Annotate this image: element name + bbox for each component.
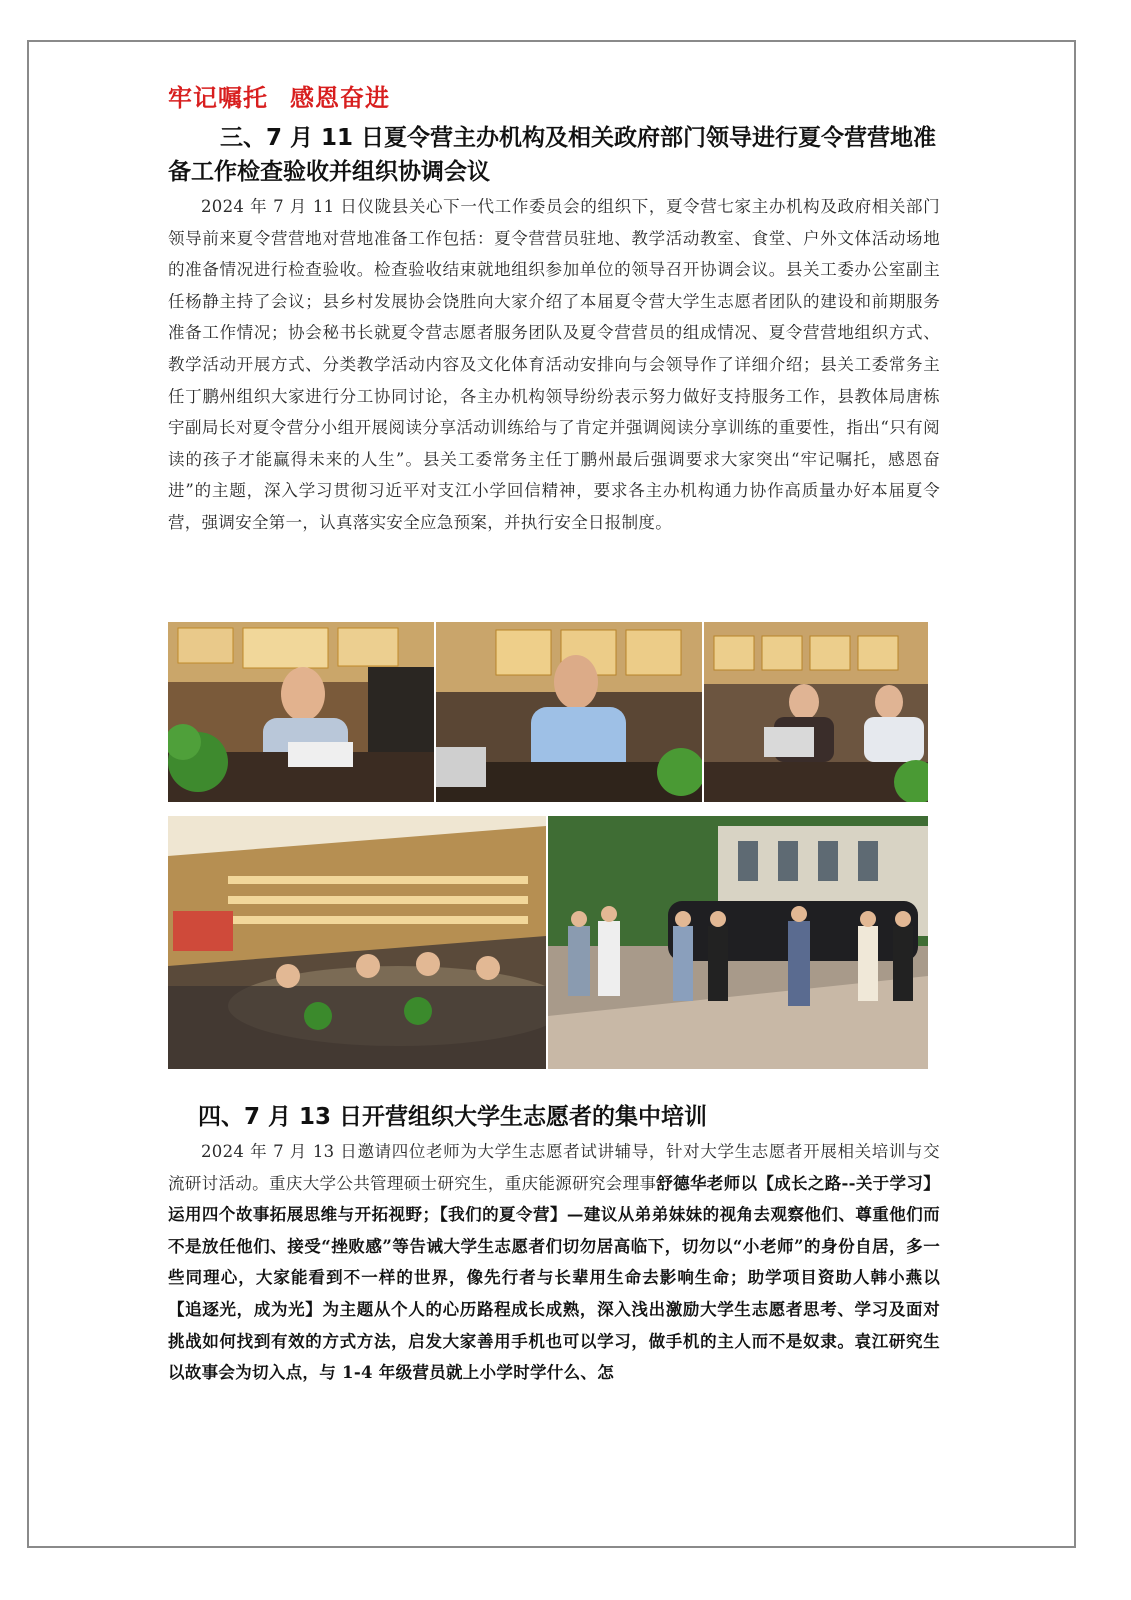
- section-4-heading: 四、7 月 13 日开营组织大学生志愿者的集中培训: [198, 1104, 708, 1130]
- banner-part-2: 感恩奋进: [290, 84, 390, 112]
- outdoor-inspection-photo: [548, 816, 928, 1069]
- section-4-body-plain: 2024 年 7 月 13 日邀请四位老师为大学生志愿者试讲辅导，针对大学生志愿者开展相关培训与交流研讨活动。重庆大学公共管理硕士研究生，重庆能源研究会理事: [168, 1142, 940, 1193]
- banner-part-1: 牢记嘱托: [168, 84, 268, 112]
- meeting-room-overview-photo: [168, 816, 546, 1069]
- section-4-body-emphasis: 舒德华老师以【成长之路--关于学习】运用四个故事拓展思维与开拓视野；【我们的夏令营】—建议从弟弟妹妹的视角去观察他们、尊重他们而不是放任他们、接受“挫败感”等告诫大学生志愿者们切勿居高临下，切勿以“小老师”的身份自居，多一些同理心，大家能看到不一样的世界，像先行者与长辈用生命去影响生命；助学项目资助人韩小燕以【追逐光，成为光】为主题从个人的心历路程成长成熟，深入浅出激励大学生志愿者思考、学习及面对挑战如何找到有效的方式方法，启发大家善用手机也可以学习，做手机的主人而不是奴隶。袁江研究生以故事会为切入点，与 1-4 年级营员就上小学时学什么、怎: [168, 1173, 940, 1383]
- section-3-body: 2024 年 7 月 11 日仪陇县关心下一代工作委员会的组织下，夏令营七家主办机构及政府相关部门领导前来夏令营营地对营地准备工作包括：夏令营营员驻地、教学活动教室、食堂、户外文体活动场地的准备情况进行检查验收。检查验收结束就地组织参加单位的领导召开协调会议。县关工委办公室副主任杨静主持了会议；县乡村发展协会饶胜向大家介绍了本届夏令营大学生志愿者团队的建设和前期服务准备工作情况；协会秘书长就夏令营志愿者服务团队及夏令营营员的组成情况、夏令营营地组织方式、教学活动开展方式、分类教学活动内容及文化体育活动安排向与会领导作了详细介绍；县关工委常务主任丁鹏州组织大家进行分工协同讨论，各主办机构领导纷纷表示努力做好支持服务工作，县教体局唐栋宇副局长对夏令营分小组开展阅读分享活动训练给与了肯定并强调阅读分享训练的重要性，指出“只有阅读的孩子才能赢得未来的人生”。县关工委常务主任丁鹏州最后强调要求大家突出“牢记嘱托，感恩奋进”的主题，深入学习贯彻习近平对支江小学回信精神，要求各主办机构通力协作高质量办好本届夏令营，强调安全第一，认真落实安全应急预案，并执行安全日报制度。: [168, 197, 940, 532]
- document-banner: [168, 78, 940, 113]
- meeting-photo-elder-speaker: [168, 622, 434, 802]
- photo-row-2: [168, 816, 928, 1069]
- photo-row-1: [168, 622, 928, 802]
- document-body-continued: [168, 1100, 940, 1389]
- document-body: [168, 78, 940, 539]
- meeting-photo-attendees: [704, 622, 928, 802]
- meeting-photo-host-speaking: [436, 622, 702, 802]
- section-4-body: [168, 1136, 940, 1389]
- section-3-heading: 三、7 月 11 日夏令营主办机构及相关政府部门领导进行夏令营营地准备工作检查验收并组织协调会议: [168, 125, 937, 185]
